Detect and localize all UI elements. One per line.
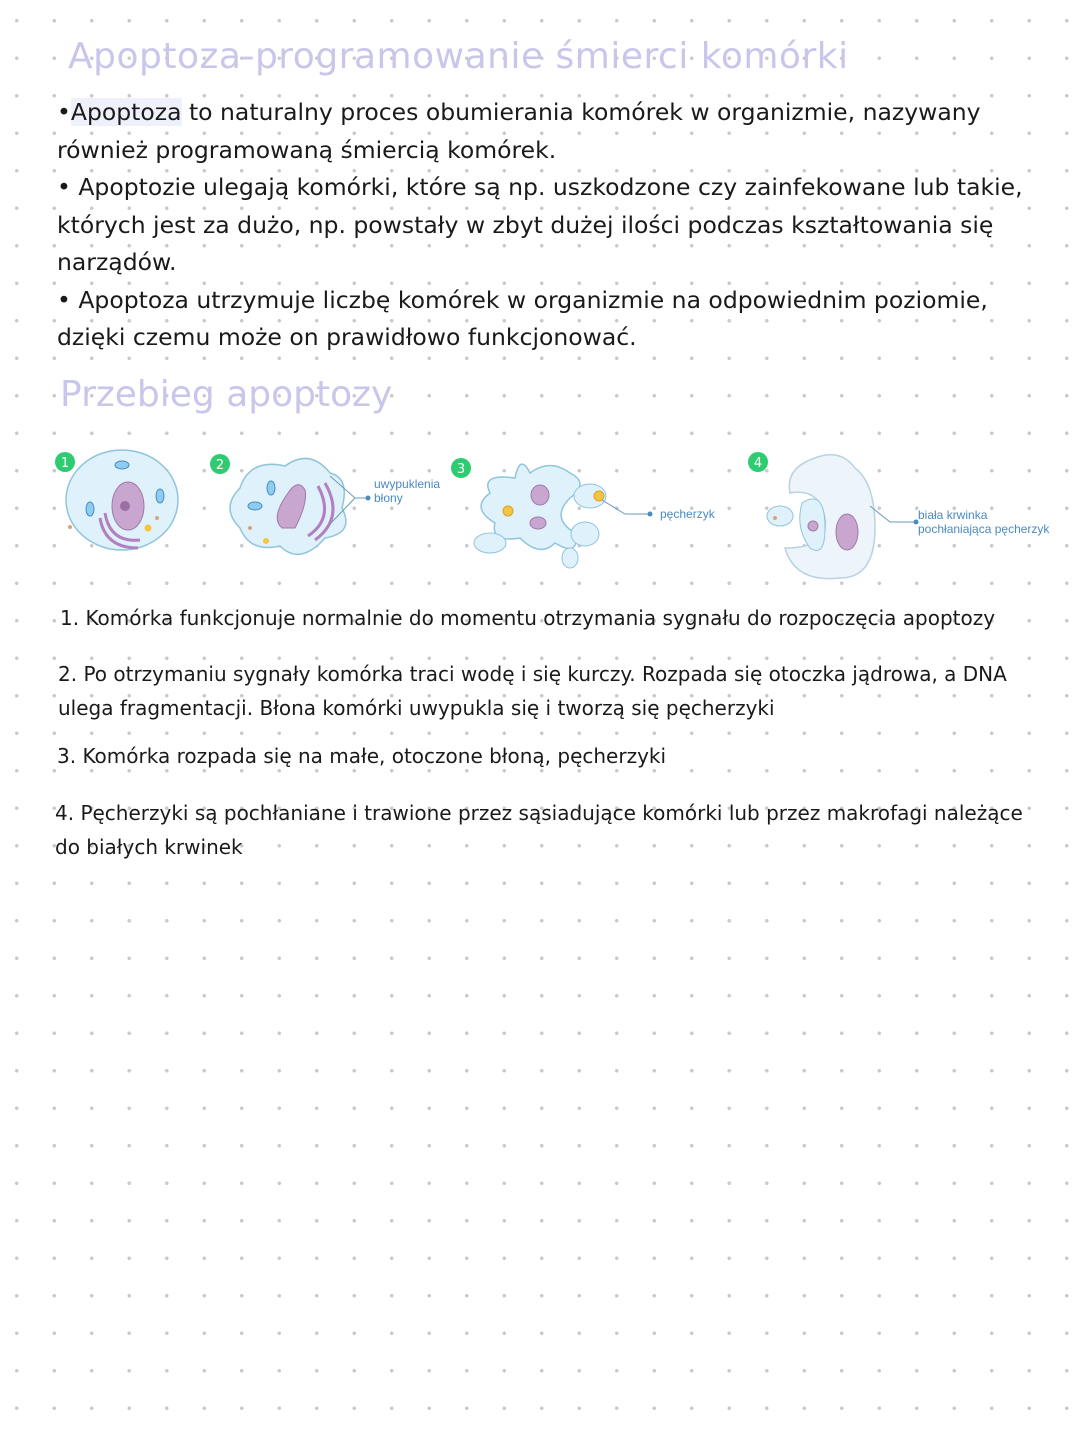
diagram-shape xyxy=(767,506,793,526)
diagram-shape xyxy=(785,455,875,579)
step-3: 3. Komórka rozpada się na małe, otoczone błoną, pęcherzyki xyxy=(57,744,667,768)
diagram-shape xyxy=(503,506,513,516)
label-membrane-blebs: uwypuklenia xyxy=(374,477,441,491)
diagram-shape xyxy=(156,489,164,503)
stage-2-shrinking-cell xyxy=(210,454,440,554)
diagram-shape xyxy=(248,502,262,510)
badge-1-text: 1 xyxy=(60,456,70,471)
highlighted-term: Apoptoza xyxy=(70,98,182,126)
diagram-shape xyxy=(86,502,94,516)
stage-4-phagocytosis xyxy=(748,452,1050,579)
diagram-shape xyxy=(836,514,858,550)
badge-2-text: 2 xyxy=(215,458,225,473)
label-membrane-blebs-2: błony xyxy=(374,491,403,505)
section-heading: Przebieg apoptozy xyxy=(60,374,393,415)
diagram-shape xyxy=(366,496,371,501)
note-paragraph-2: • Apoptozie ulegają komórki, które są np. uszkodzone czy zainfekowane lub takie, których jest za dużo, np. powstały w zbyt dużej ilości podczas kształtowania się narządów. xyxy=(57,173,1023,276)
diagram-shape xyxy=(474,533,506,553)
diagram-shape xyxy=(267,481,275,495)
apoptosis-diagram xyxy=(50,448,1060,588)
diagram-shape xyxy=(648,512,653,517)
label-vesicle: pęcherzyk xyxy=(660,507,715,521)
diagram-shape xyxy=(571,522,599,546)
diagram-shape xyxy=(773,516,777,520)
step-1: 1. Komórka funkcjonuje normalnie do momentu otrzymania sygnału do rozpoczęcia apoptozy xyxy=(60,606,996,630)
notes xyxy=(57,94,1057,357)
diagram-shape xyxy=(808,521,818,531)
diagram-shape xyxy=(68,525,72,529)
note-paragraph-3: • Apoptoza utrzymuje liczbę komórek w organizmie na odpowiednim poziomie, dzięki czemu może on prawidłowo funkcjonować. xyxy=(57,285,988,351)
diagram-shape xyxy=(115,461,129,469)
diagram-shape xyxy=(562,548,578,568)
note-text: to naturalny proces obumierania komórek w organizmie, nazywany również programowaną śmiercią komórek. xyxy=(57,98,981,164)
stage-3-fragmenting-cell xyxy=(451,458,716,568)
diagram-shape xyxy=(155,516,159,520)
diagram-shape xyxy=(120,501,130,511)
note-paragraph-1: •Apoptoza to naturalny proces obumierania komórek w organizmie, nazywany również programowaną śmiercią komórek. xyxy=(57,98,981,164)
label-white-blood-cell-2: pochłaniająca pęcherzyk xyxy=(918,522,1050,536)
diagram-shape xyxy=(531,485,549,505)
diagram-shape xyxy=(263,538,269,544)
diagram-shape xyxy=(145,525,152,532)
diagram-shape xyxy=(602,500,650,514)
label-white-blood-cell: biała krwinka xyxy=(918,508,988,522)
diagram-shape xyxy=(870,506,916,522)
step-4: 4. Pęcherzyki są pochłaniane i trawione przez sąsiadujące komórki lub przez makrofagi należące do białych krwinek xyxy=(55,801,1023,859)
diagram-shape xyxy=(248,526,252,530)
diagram-shape xyxy=(530,517,546,529)
stage-1-normal-cell xyxy=(55,450,178,550)
badge-3-text: 3 xyxy=(456,462,466,477)
badge-4-text: 4 xyxy=(753,456,763,471)
step-2: 2. Po otrzymaniu sygnały komórka traci wodę i się kurczy. Rozpada się otoczka jądrowa, a DNA ulega fragmentacji. Błona komórki uwypukla się i tworzą się pęcherzyki xyxy=(58,662,1007,720)
page-title: Apoptoza-programowanie śmierci komórki xyxy=(68,36,849,77)
diagram-shape xyxy=(594,491,604,501)
